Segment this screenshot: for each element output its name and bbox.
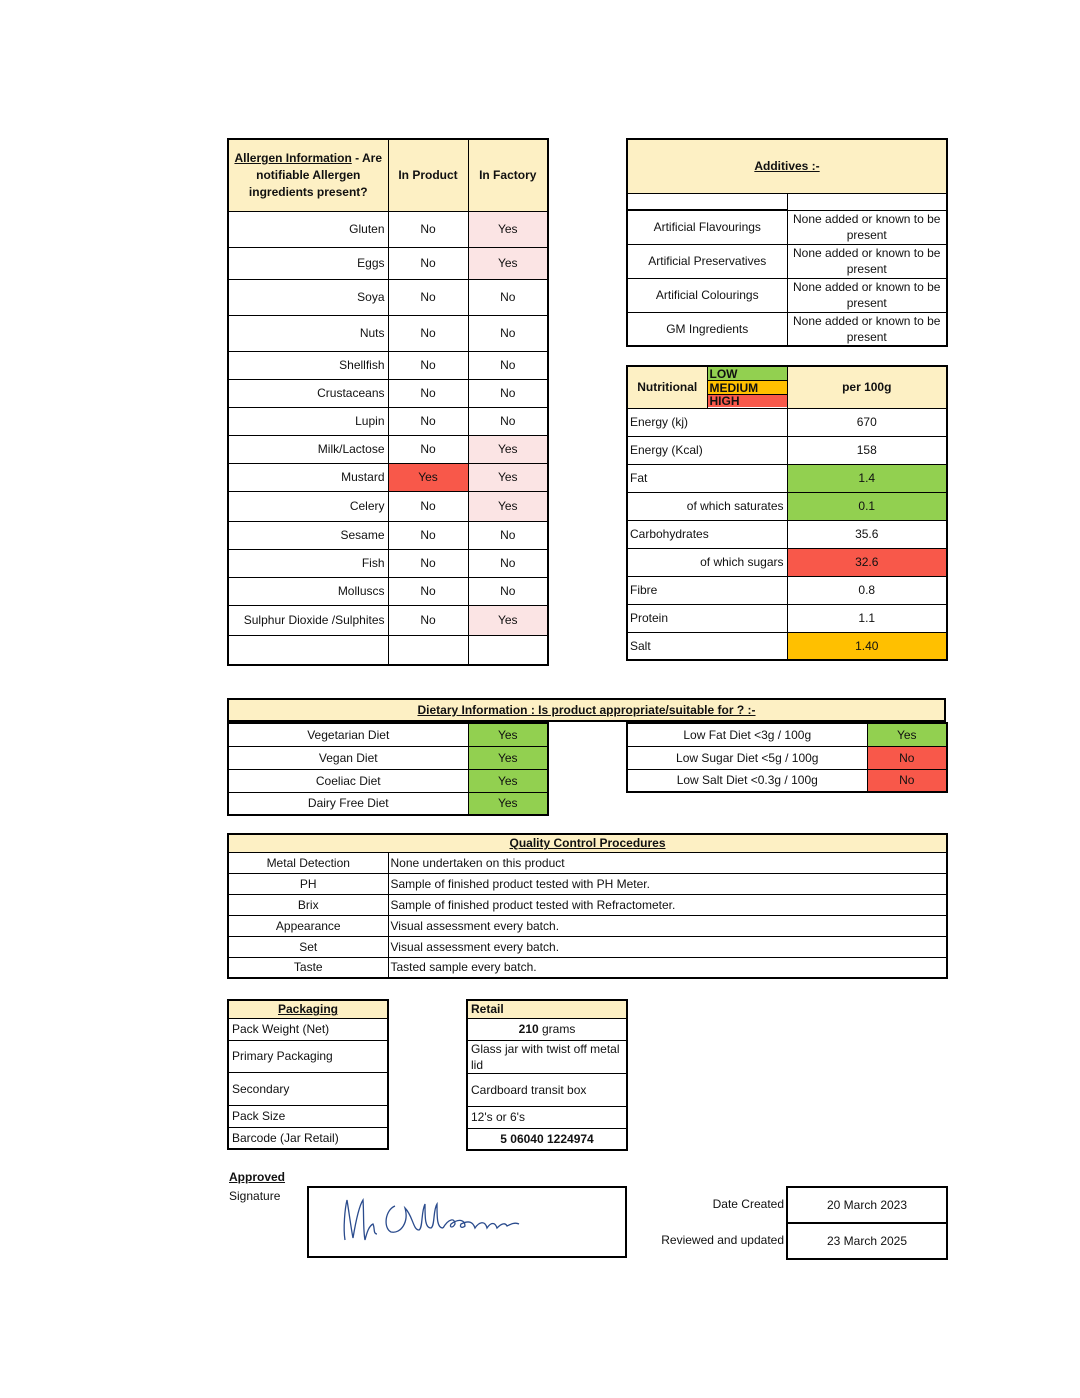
allergen-name: Nuts bbox=[228, 315, 388, 351]
nutrition-value: 35.6 bbox=[787, 520, 947, 548]
allergen-row bbox=[228, 491, 548, 521]
retail-primary: Glass jar with twist off metal lid bbox=[467, 1040, 627, 1073]
allergen-in-factory: Yes bbox=[468, 435, 548, 463]
packaging-row: Secondary bbox=[228, 1072, 388, 1105]
allergen-name: Mustard bbox=[228, 463, 388, 491]
allergen-empty bbox=[228, 635, 388, 665]
allergen-in-factory: No bbox=[468, 315, 548, 351]
dietary-title: Dietary Information : Is product appropriate/suitable for ? :- bbox=[227, 698, 946, 722]
col-in-product: In Product bbox=[388, 139, 468, 211]
allergen-in-factory: Yes bbox=[468, 211, 548, 247]
additive-value: None added or known to be present bbox=[787, 278, 947, 312]
nutrition-table bbox=[626, 365, 948, 661]
nutrition-name: Fibre bbox=[627, 576, 787, 604]
quality-value: Visual assessment every batch. bbox=[388, 915, 947, 936]
dietary-row bbox=[228, 769, 548, 792]
quality-title: Quality Control Procedures bbox=[228, 834, 947, 852]
allergen-in-product: No bbox=[388, 379, 468, 407]
dietary-row bbox=[228, 792, 548, 815]
nutrition-row bbox=[627, 632, 947, 660]
legend-high: HIGH bbox=[708, 395, 787, 407]
additive-row bbox=[627, 244, 947, 278]
dietary-value: No bbox=[867, 746, 947, 769]
allergen-in-factory: Yes bbox=[468, 491, 548, 521]
quality-row bbox=[228, 936, 947, 957]
additive-row bbox=[627, 210, 947, 244]
dietary-value: Yes bbox=[468, 769, 548, 792]
nutrition-row bbox=[627, 548, 947, 576]
nutrition-row bbox=[627, 492, 947, 520]
allergen-in-product: No bbox=[388, 211, 468, 247]
dietary-name: Low Fat Diet <3g / 100g bbox=[627, 723, 867, 746]
dietary-row bbox=[627, 746, 947, 769]
dietary-name: Coeliac Diet bbox=[228, 769, 468, 792]
additive-name: Artificial Preservatives bbox=[627, 244, 787, 278]
dietary-name: Low Sugar Diet <5g / 100g bbox=[627, 746, 867, 769]
dietary-value: Yes bbox=[867, 723, 947, 746]
allergen-name: Sesame bbox=[228, 521, 388, 549]
allergen-in-product: No bbox=[388, 435, 468, 463]
packaging-row: Barcode (Jar Retail) bbox=[228, 1127, 388, 1149]
allergen-name: Sulphur Dioxide /Sulphites bbox=[228, 605, 388, 635]
dietary-value: Yes bbox=[468, 792, 548, 815]
allergen-name: Lupin bbox=[228, 407, 388, 435]
retail-title: Retail bbox=[467, 1000, 627, 1018]
additive-value: None added or known to be present bbox=[787, 312, 947, 346]
nutrition-name: Energy (Kcal) bbox=[627, 436, 787, 464]
dietary-row bbox=[228, 746, 548, 769]
nutrition-name: Carbohydrates bbox=[627, 520, 787, 548]
dietary-value: Yes bbox=[468, 746, 548, 769]
allergen-row bbox=[228, 279, 548, 315]
quality-value: Sample of finished product tested with Refractometer. bbox=[388, 894, 947, 915]
nutrition-name: Energy (kj) bbox=[627, 408, 787, 436]
allergen-in-product: Yes bbox=[388, 463, 468, 491]
quality-row bbox=[228, 894, 947, 915]
quality-row bbox=[228, 957, 947, 978]
nutrition-value: 158 bbox=[787, 436, 947, 464]
allergen-row bbox=[228, 605, 548, 635]
allergen-name: Eggs bbox=[228, 247, 388, 279]
quality-value: Visual assessment every batch. bbox=[388, 936, 947, 957]
nutrition-value: 1.1 bbox=[787, 604, 947, 632]
quality-row bbox=[228, 915, 947, 936]
allergen-row bbox=[228, 463, 548, 491]
nutrition-value: 0.1 bbox=[787, 492, 947, 520]
legend-low: LOW bbox=[708, 367, 787, 381]
nutrition-name: Fat bbox=[627, 464, 787, 492]
dietary-right-table bbox=[626, 722, 948, 793]
allergen-in-factory: No bbox=[468, 379, 548, 407]
allergen-in-factory: No bbox=[468, 549, 548, 577]
dietary-name: Vegetarian Diet bbox=[228, 723, 468, 746]
allergen-in-product: No bbox=[388, 521, 468, 549]
signature-image bbox=[309, 1188, 625, 1256]
additive-value: None added or known to be present bbox=[787, 244, 947, 278]
retail-pack-size: 12's or 6's bbox=[467, 1106, 627, 1128]
allergen-in-product: No bbox=[388, 315, 468, 351]
dietary-left-table bbox=[227, 722, 549, 816]
dietary-row bbox=[627, 769, 947, 792]
legend-medium: MEDIUM bbox=[708, 381, 787, 395]
allergen-in-factory: Yes bbox=[468, 463, 548, 491]
nutrition-name: of which sugars bbox=[627, 548, 787, 576]
allergen-row bbox=[228, 549, 548, 577]
dietary-row bbox=[228, 723, 548, 746]
additive-name: GM Ingredients bbox=[627, 312, 787, 346]
nutrition-name: Salt bbox=[627, 632, 787, 660]
dietary-name: Vegan Diet bbox=[228, 746, 468, 769]
dates-table bbox=[786, 1186, 948, 1260]
quality-control-table bbox=[227, 833, 948, 979]
quality-name: Metal Detection bbox=[228, 852, 388, 873]
allergen-row bbox=[228, 351, 548, 379]
allergen-name: Fish bbox=[228, 549, 388, 577]
additives-table bbox=[626, 138, 948, 347]
date-created-label: Date Created bbox=[712, 1197, 784, 1211]
signature-label: Signature bbox=[229, 1189, 281, 1203]
packaging-table bbox=[227, 999, 389, 1150]
allergen-in-factory: No bbox=[468, 407, 548, 435]
retail-table bbox=[466, 999, 628, 1151]
nutrition-name: Protein bbox=[627, 604, 787, 632]
quality-value: Sample of finished product tested with PH Meter. bbox=[388, 873, 947, 894]
packaging-row: Pack Weight (Net) bbox=[228, 1018, 388, 1040]
dietary-name: Dairy Free Diet bbox=[228, 792, 468, 815]
allergen-row bbox=[228, 211, 548, 247]
nutrition-row bbox=[627, 576, 947, 604]
reviewed-label: Reviewed and updated bbox=[661, 1233, 784, 1247]
allergen-in-product: No bbox=[388, 351, 468, 379]
allergen-in-factory: Yes bbox=[468, 605, 548, 635]
allergen-name: Milk/Lactose bbox=[228, 435, 388, 463]
nutrition-value: 1.4 bbox=[787, 464, 947, 492]
quality-row bbox=[228, 873, 947, 894]
nutrition-value: 0.8 bbox=[787, 576, 947, 604]
quality-value: Tasted sample every batch. bbox=[388, 957, 947, 978]
signature-box bbox=[307, 1186, 627, 1258]
packaging-title: Packaging bbox=[228, 1000, 388, 1018]
additives-title: Additives :- bbox=[627, 139, 947, 193]
nutrition-value: 32.6 bbox=[787, 548, 947, 576]
quality-value: None undertaken on this product bbox=[388, 852, 947, 873]
nutrition-title: Nutritional bbox=[627, 366, 707, 408]
col-in-factory: In Factory bbox=[468, 139, 548, 211]
allergen-in-factory: No bbox=[468, 577, 548, 605]
nutrition-value: 670 bbox=[787, 408, 947, 436]
allergen-row bbox=[228, 577, 548, 605]
allergen-in-factory: No bbox=[468, 521, 548, 549]
allergen-name: Shellfish bbox=[228, 351, 388, 379]
quality-name: Set bbox=[228, 936, 388, 957]
allergen-in-product: No bbox=[388, 549, 468, 577]
quality-row bbox=[228, 852, 947, 873]
quality-name: PH bbox=[228, 873, 388, 894]
additive-row bbox=[627, 312, 947, 346]
retail-barcode: 5 06040 1224974 bbox=[467, 1128, 627, 1150]
approved-label: Approved bbox=[229, 1170, 286, 1184]
allergen-in-product: No bbox=[388, 577, 468, 605]
nutrition-name: of which saturates bbox=[627, 492, 787, 520]
nutrition-value: 1.40 bbox=[787, 632, 947, 660]
additive-name: Artificial Colourings bbox=[627, 278, 787, 312]
quality-name: Taste bbox=[228, 957, 388, 978]
allergen-name: Celery bbox=[228, 491, 388, 521]
dietary-value: Yes bbox=[468, 723, 548, 746]
allergen-name: Molluscs bbox=[228, 577, 388, 605]
allergen-name: Soya bbox=[228, 279, 388, 315]
allergen-row bbox=[228, 435, 548, 463]
reviewed-value: 23 March 2025 bbox=[787, 1223, 947, 1259]
packaging-row: Pack Size bbox=[228, 1105, 388, 1127]
additive-name: Artificial Flavourings bbox=[627, 210, 787, 244]
nutrition-row bbox=[627, 604, 947, 632]
allergen-in-product: No bbox=[388, 247, 468, 279]
allergen-in-factory: No bbox=[468, 351, 548, 379]
allergen-row bbox=[228, 521, 548, 549]
nutrition-row bbox=[627, 520, 947, 548]
nutrition-row bbox=[627, 408, 947, 436]
allergen-name: Crustaceans bbox=[228, 379, 388, 407]
allergen-in-product: No bbox=[388, 407, 468, 435]
allergen-name: Gluten bbox=[228, 211, 388, 247]
nutrition-row bbox=[627, 436, 947, 464]
allergen-row bbox=[228, 407, 548, 435]
additive-value: None added or known to be present bbox=[787, 210, 947, 244]
packaging-row: Primary Packaging bbox=[228, 1040, 388, 1072]
quality-name: Appearance bbox=[228, 915, 388, 936]
quality-name: Brix bbox=[228, 894, 388, 915]
nutrition-legend bbox=[707, 366, 787, 408]
allergen-table bbox=[227, 138, 549, 666]
allergen-row bbox=[228, 315, 548, 351]
nutrition-row bbox=[627, 464, 947, 492]
allergen-row bbox=[228, 379, 548, 407]
allergen-title-link: Allergen Information bbox=[234, 151, 352, 166]
allergen-in-factory: Yes bbox=[468, 247, 548, 279]
dietary-name: Low Salt Diet <0.3g / 100g bbox=[627, 769, 867, 792]
col-per-100g: per 100g bbox=[787, 366, 947, 408]
allergen-row bbox=[228, 247, 548, 279]
allergen-title: Allergen Information - Are notifiable Allergen ingredients present? bbox=[228, 139, 388, 211]
allergen-in-product: No bbox=[388, 605, 468, 635]
dietary-value: No bbox=[867, 769, 947, 792]
date-created-value: 20 March 2023 bbox=[787, 1187, 947, 1223]
retail-secondary: Cardboard transit box bbox=[467, 1073, 627, 1106]
retail-weight: 210 grams bbox=[467, 1018, 627, 1040]
dietary-row bbox=[627, 723, 947, 746]
allergen-in-product: No bbox=[388, 491, 468, 521]
additive-row bbox=[627, 278, 947, 312]
allergen-in-product: No bbox=[388, 279, 468, 315]
allergen-in-factory: No bbox=[468, 279, 548, 315]
